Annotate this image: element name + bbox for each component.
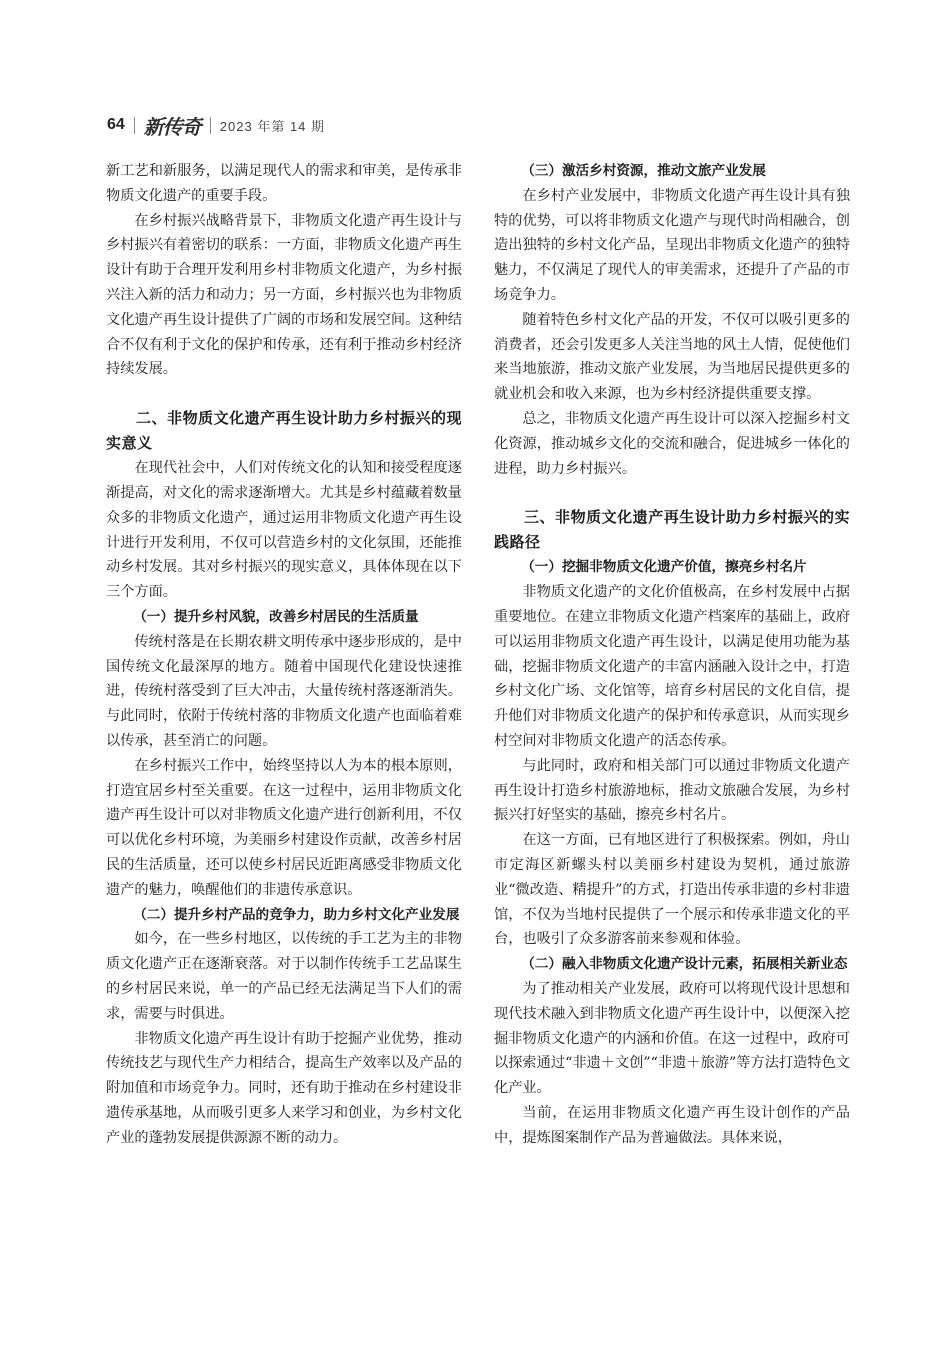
paragraph: 在这一方面，已有地区进行了积极探索。例如，舟山市定海区新螺头村以美丽乡村建设为契机，通过旅游业“微改造、精提升”的方式，打造出传承非遗的乡村非遗馆，不仅为当地村民提供了一个展示和传承非遗文化的平台，也吸引了众多游客前来参观和体验。 — [494, 832, 850, 948]
section-heading: 二、非物质文化遗产再生设计助力乡村振兴的现实意义 — [106, 409, 462, 453]
paragraph: 在乡村振兴战略背景下，非物质文化遗产再生设计与乡村振兴有着密切的联系：一方面，非物质文化遗产再生设计有助于合理开发利用乡村非物质文化遗产，为乡村振兴注入新的活力和动力；另一方面，乡村振兴也为非物质文化遗产再生设计提供了广阔的市场和发展空间。这种结合不仅有利于文化的保护和传承，还有利于推动乡村经济持续发展。 — [106, 212, 462, 378]
header-divider — [134, 117, 135, 134]
paragraph: 在乡村产业发展中，非物质文化遗产再生设计具有独特的优势，可以将非物质文化遗产与现代时尚相融合，创造出独特的乡村文化产品，呈现出非物质文化遗产的独特魅力，不仅满足了现代人的审美需求，还提升了产品的市场竞争力。 — [494, 187, 850, 303]
paragraph: 为了推动相关产业发展，政府可以将现代设计思想和现代技术融入到非物质文化遗产再生设计中，以便深入挖掘非物质文化遗产的内涵和价值。在这一过程中，政府可以探索通过“非遗＋文创”“非遗＋旅游”等方法打造特色文化产业。 — [494, 980, 850, 1097]
paragraph: 新工艺和新服务，以满足现代人的需求和审美，是传承非物质文化遗产的重要手段。 — [106, 163, 462, 204]
paragraph: 非物质文化遗产的文化价值极高，在乡村发展中占据重要地位。在建立非物质文化遗产档案库的基础上，政府可以运用非物质文化遗产再生设计，以满足使用功能为基础，挖掘非物质文化遗产的丰富内涵融入设计之中，打造乡村文化广场、文化馆等，培育乡村居民的文化自信，提升他们对非物质文化遗产的保护和传承意识，从而实现乡村空间对非物质文化遗产的活态传承。 — [494, 584, 850, 749]
paragraph: 如今，在一些乡村地区，以传统的手工艺为主的非物质文化遗产正在逐渐衰落。对于以制作传统手工艺品谋生的乡村居民来说，单一的产品已经无法满足当下人们的需求，需要与时俱进。 — [106, 931, 462, 1022]
paragraph: 在现代社会中，人们对传统文化的认知和接受程度逐渐提高，对文化的需求逐渐增大。尤其是乡村蕴藏着数量众多的非物质文化遗产，通过运用非物质文化遗产再生设计进行开发利用，不仅可以营造乡村的文化氛围，还能推动乡村发展。其对乡村振兴的现实意义，具体体现在以下三个方面。 — [106, 460, 462, 601]
left-column — [106, 159, 462, 1150]
header-divider — [210, 117, 211, 134]
subsection-heading: （一）挖掘非物质文化遗产价值，擦亮乡村名片 — [521, 559, 807, 576]
subsection-heading: （二）提升乡村产品的竞争力，助力乡村文化产业发展 — [133, 906, 460, 923]
paragraph: 传统村落是在长期农耕文明传承中逐步形成的，是中国传统文化最深厚的地方。随着中国现代化建设快速推进，传统村落受到了巨大冲击，大量传统村落逐渐消失。与此同时，依附于传统村落的非物质文化遗产也面临着难以传承，甚至消亡的问题。 — [106, 633, 462, 749]
right-column — [494, 159, 850, 1150]
page-header — [107, 112, 325, 138]
subsection-heading: （一）提升乡村风貌，改善乡村居民的生活质量 — [133, 608, 419, 625]
section-heading: 三、非物质文化遗产再生设计助力乡村振兴的实践路径 — [494, 508, 850, 552]
paragraph: 总之，非物质文化遗产再生设计可以深入挖掘乡村文化资源，推动城乡文化的交流和融合，促进城乡一体化的进程，助力乡村振兴。 — [494, 410, 850, 477]
paragraph: 非物质文化遗产再生设计有助于挖掘产业优势，推动传统技艺与现代生产力相结合，提高生产效率以及产品的附加值和市场竞争力。同时，还有助于推动在乡村建设非遗传承基地，从而吸引更多人来学习和创业，为乡村文化产业的蓬勃发展提供源源不断的动力。 — [106, 1030, 462, 1146]
paragraph: 随着特色乡村文化产品的开发，不仅可以吸引更多的消费者，还会引发更多人关注当地的风土人情，促使他们来当地旅游，推动文旅产业发展，为当地居民提供更多的就业机会和收入来源，也为乡村经济提供重要支撑。 — [494, 311, 850, 403]
paragraph: 在乡村振兴工作中，始终坚持以人为本的根本原则，打造宜居乡村至关重要。在这一过程中，运用非物质文化遗产再生设计可以对非物质文化遗产进行创新利用，不仅可以优化乡村环境，为美丽乡村建设作贡献，改善乡村居民的生活质量，还可以使乡村居民近距离感受非物质文化遗产的魅力，唤醒他们的非遗传承意识。 — [106, 757, 462, 898]
page-number: 64 — [107, 116, 125, 133]
issue-label: 2023 年第 14 期 — [219, 118, 326, 134]
paragraph: 与此同时，政府和相关部门可以通过非物质文化遗产再生设计打造乡村旅游地标，推动文旅融合发展，为乡村振兴打好坚实的基础，擦亮乡村名片。 — [494, 757, 850, 824]
subsection-heading: （二）融入非物质文化遗产设计元素，拓展相关新业态 — [521, 956, 848, 973]
magazine-logo: 新传奇 — [143, 114, 201, 139]
paragraph: 当前，在运用非物质文化遗产再生设计创作的产品中，提炼图案制作产品为普遍做法。具体来说， — [494, 1104, 850, 1146]
subsection-heading: （三）激活乡村资源，推动文旅产业发展 — [521, 163, 766, 179]
